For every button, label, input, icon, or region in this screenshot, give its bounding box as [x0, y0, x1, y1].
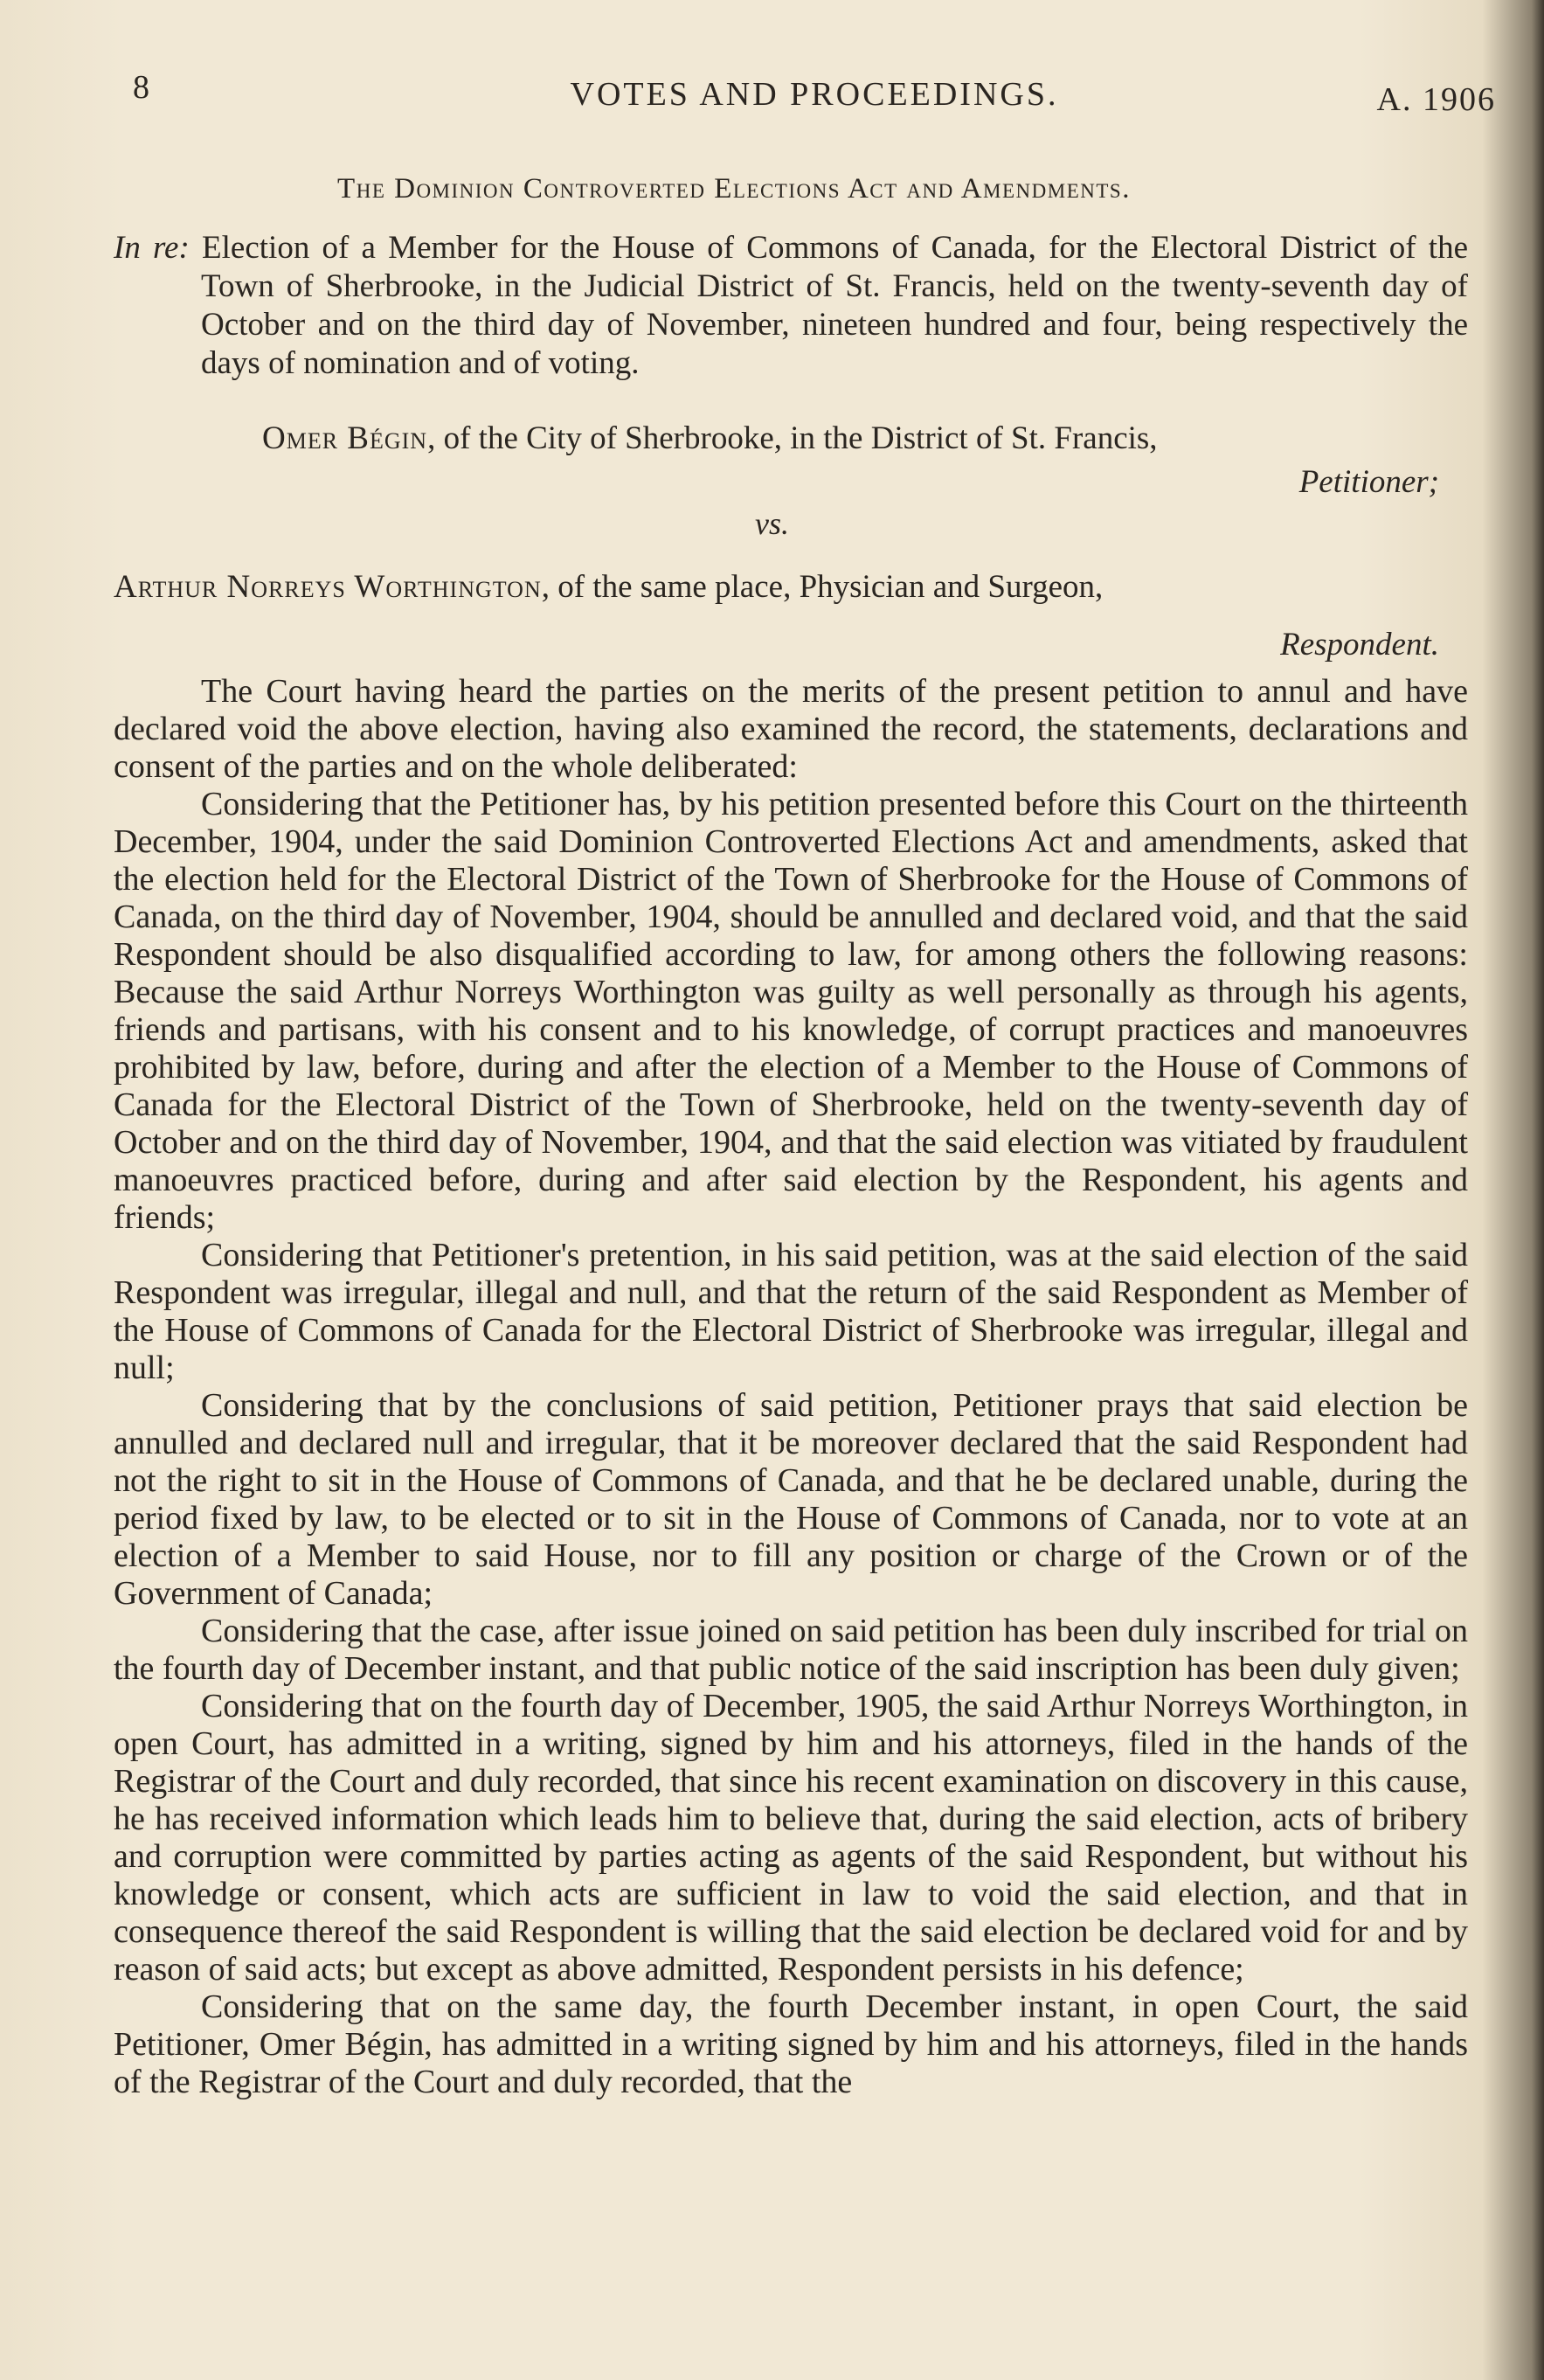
act-title: The Dominion Controverted Elections Act and Amendments. [337, 173, 1131, 205]
respondent-role: Respondent. [1280, 627, 1439, 663]
in-re-paragraph [114, 229, 1468, 383]
in-re-label: In re: [114, 230, 190, 266]
respondent-block [114, 568, 1468, 607]
running-header [133, 68, 1496, 121]
petitioner-block [114, 420, 1468, 458]
petitioner-description: , of the City of Sherbrooke, in the District of St. Francis, [427, 420, 1158, 456]
page-number: 8 [133, 69, 151, 106]
respondent-description: , of the same place, Physician and Surgeon, [541, 569, 1104, 605]
respondent-line [114, 568, 1468, 607]
body-paragraph: Considering that the case, after issue joined on said petition has been duly inscribed for trial on the fourth day of December instant, and that public notice of the said inscription has been duly given; [114, 1613, 1468, 1687]
respondent-name: Arthur Norreys Worthington [114, 569, 542, 605]
body-paragraph: The Court having heard the parties on the merits of the present petition to annul and have declared void the above election, having also examined the record, the statements, declarations and consent of the parties and on the whole deliberated: [114, 673, 1468, 785]
body-paragraph: Considering that on the fourth day of December, 1905, the said Arthur Norreys Worthington, in open Court, has admitted in a writing, signed by him and his attorneys, filed in the hands of the Registrar of the Court and duly recorded, that since his recent examination on discovery in this cause, he has received information which leads him to believe that, during the said election, acts of bribery and corruption were committed by parties acting as agents of the said Respondent, but without his knowledge or consent, which acts are sufficient in law to void the said election, and that in consequence thereof the said Respondent is willing that the said election be declared void for and by reason of said acts; but except as above admitted, Respondent persists in his defence; [114, 1688, 1468, 1988]
body-paragraph: Considering that Petitioner's pretention, in his said petition, was at the said election of the said Respondent was irregular, illegal and null, and that the return of the said Respondent as Member of the House of Commons of Canada for the Electoral District of Sherbrooke was irregular, illegal and null; [114, 1237, 1468, 1386]
running-title: VOTES AND PROCEEDINGS. [570, 76, 1059, 113]
in-re-block [114, 229, 1468, 383]
judgment-body [114, 673, 1468, 2101]
in-re-text: Election of a Member for the House of Commons of Canada, for the Electoral District of the Town of Sherbrooke, in the Judicial District of St. Francis, held on the twenty-seventh day of October and on the third day of November, nineteen hundred and four, being respectively the days of nomination and of voting. [201, 230, 1469, 381]
petitioner-name: Omer Bégin [262, 420, 428, 456]
body-paragraph: Considering that on the same day, the fourth December instant, in open Court, the said Petitioner, Omer Bégin, has admitted in a writing signed by him and his attorneys, filed in the hands of the Registrar of the Court and duly recorded, that the [114, 1988, 1468, 2100]
petitioner-line [114, 420, 1468, 458]
body-paragraph: Considering that the Petitioner has, by his petition presented before this Court on the thirteenth December, 1904, under the said Dominion Controverted Elections Act and amendments, asked that the election held for the Electoral District of the Town of Sherbrooke for the House of Commons of Canada, on the third day of November, 1904, should be annulled and declared void, and that the said Respondent should be also disqualified according to law, for among others the following reasons: Because the said Arthur Norreys Worthington was guilty as well personally as through his agents, friends and partisans, with his consent and to his knowledge, of corrupt practices and manoeuvres prohibited by law, before, during and after the election of a Member to the House of Commons of Canada for the Electoral District of the Town of Sherbrooke, held on the twenty-seventh day of October and on the third day of November, 1904, and that the said election was vitiated by fraudulent manoeuvres practiced before, during and after said election by the Respondent, his agents and friends; [114, 786, 1468, 1236]
petitioner-role: Petitioner; [1298, 464, 1439, 500]
session-year: A. 1906 [1376, 81, 1496, 118]
versus-label: vs. [755, 506, 789, 541]
body-paragraph: Considering that by the conclusions of said petition, Petitioner prays that said election be annulled and declared null and irregular, that it be moreover declared that the said Respondent had not the right to sit in the House of Commons of Canada, and that he be declared unable, during the period fixed by law, to be elected or to sit in the House of Commons of Canada, nor to vote at an election of a Member to said House, nor to fill any position or charge of the Crown or of the Government of Canada; [114, 1387, 1468, 1612]
